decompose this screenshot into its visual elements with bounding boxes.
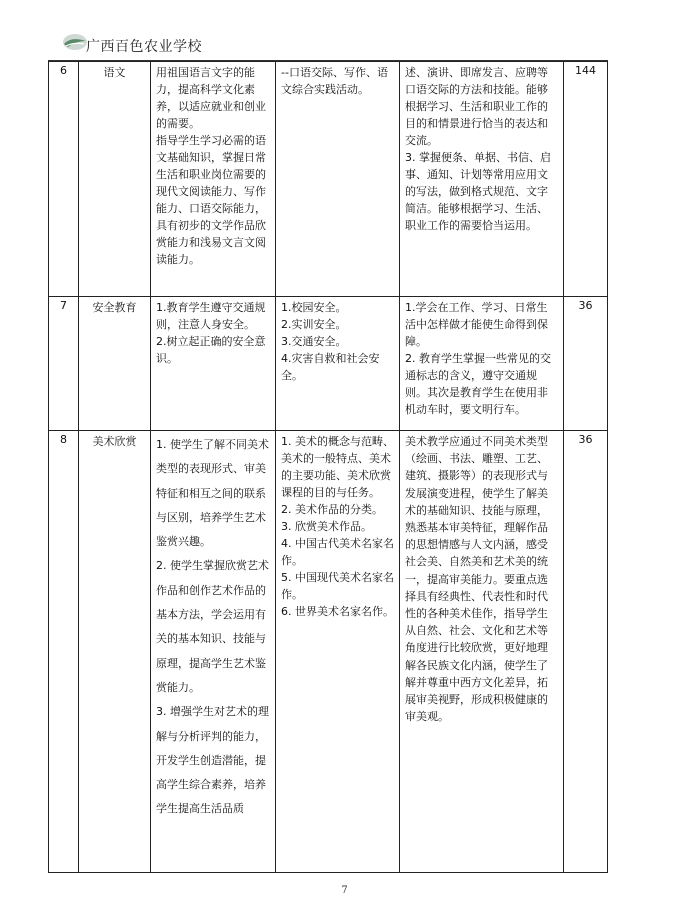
course-goal-cell	[151, 62, 276, 297]
table-row	[49, 431, 608, 873]
course-name: 安全教育	[79, 297, 151, 431]
course-content: 1.校园安全。 2.实训安全。 3.交通安全。 4.灾害自救和社会安全。	[281, 301, 380, 382]
course-goal-cell	[151, 431, 276, 873]
course-requirement: 美术教学应通过不同美术类型（绘画、书法、雕塑、工艺、建筑、摄影等）的表现形式与发展演变进程，使学生了解美术的基础知识、技能与原理，熟悉基本审美特征，理解作品的思想情感与人文内涵，感受社会美、自然美和艺术美的统一，提高审美能力。要重点选择具有经典性、代表性和时代性的各种美术佳作，指导学生从自然、社会、文化和艺术等角度进行比较欣赏，更好地理解各民族文化内涵，使学生了解并尊重中西方文化差异，拓展审美视野，形成积极健康的审美观。	[405, 435, 548, 724]
row-number: 6	[49, 62, 79, 297]
table-row	[49, 297, 608, 431]
course-hours: 144	[564, 62, 608, 297]
row-number: 7	[49, 297, 79, 431]
course-content: --口语交际、写作、语文综合实践活动。	[281, 66, 388, 96]
course-goal: 1. 使学生了解不同美术类型的表现形式、审美特征和相互之间的联系与区别，培养学生艺术鉴赏兴趣。 2. 使学生掌握欣赏艺术作品和创作艺术作品的基本方法，学会运用有关的基本知识、技能与原理，提高学生艺术鉴赏能力。 3. 增强学生对艺术的理解与分析评判的能力，开发学生创造潜能，提高学生综合素养，培养学生提高生活品质	[156, 438, 269, 816]
course-name: 美术欣赏	[79, 431, 151, 873]
page-number: 7	[341, 885, 348, 896]
course-hours: 36	[564, 297, 608, 431]
course-content-cell	[276, 431, 400, 873]
school-logo-icon	[62, 32, 88, 52]
course-goal-cell	[151, 297, 276, 431]
course-requirement: 1.学会在工作、学习、日常生活中怎样做才能使生命得到保障。 2. 教育学生掌握一些常见的交通标志的含义，遵守交通规则。其次是教育学生在使用非机动车时，要文明行车。	[405, 301, 551, 416]
course-content-cell	[276, 62, 400, 297]
row-number: 8	[49, 431, 79, 873]
curriculum-table	[48, 61, 608, 873]
table-row	[49, 62, 608, 297]
school-name: 广西百色农业学校	[86, 39, 202, 55]
page-header	[48, 30, 608, 60]
course-goal: 1.教育学生遵守交通规则，注意人身安全。 2.树立起正确的安全意识。	[156, 301, 266, 365]
course-requirement-cell	[400, 297, 564, 431]
course-hours: 36	[564, 431, 608, 873]
course-name: 语文	[79, 62, 151, 297]
course-requirement-cell	[400, 431, 564, 873]
course-requirement: 述、演讲、即席发言、应聘等口语交际的方法和技能。能够根据学习、生活和职业工作的目的和情景进行恰当的表达和交流。 3. 掌握便条、单据、书信、启事、通知、计划等常用应用文的写法，做到格式规范、文字简洁。能够根据学习、生活、职业工作的需要恰当运用。	[405, 66, 551, 232]
course-content-cell	[276, 297, 400, 431]
course-goal: 用祖国语言文字的能力，提高科学文化素养，以适应就业和创业的需要。 指导学生学习必需的语文基础知识，掌握日常生活和职业岗位需要的现代文阅读能力、写作能力、口语交际能力，具有初步的文学作品欣赏能力和浅易文言文阅读能力。	[156, 66, 266, 266]
course-content: 1. 美术的概念与范畴、美术的一般特点、美术的主要功能、美术欣赏课程的目的与任务。 2. 美术作品的分类。 3. 欣赏美术作品。 4. 中国古代美术名家名作。 5. 中国现代美术名家名作。 6. 世界美术名家名作。	[281, 435, 394, 618]
course-requirement-cell	[400, 62, 564, 297]
